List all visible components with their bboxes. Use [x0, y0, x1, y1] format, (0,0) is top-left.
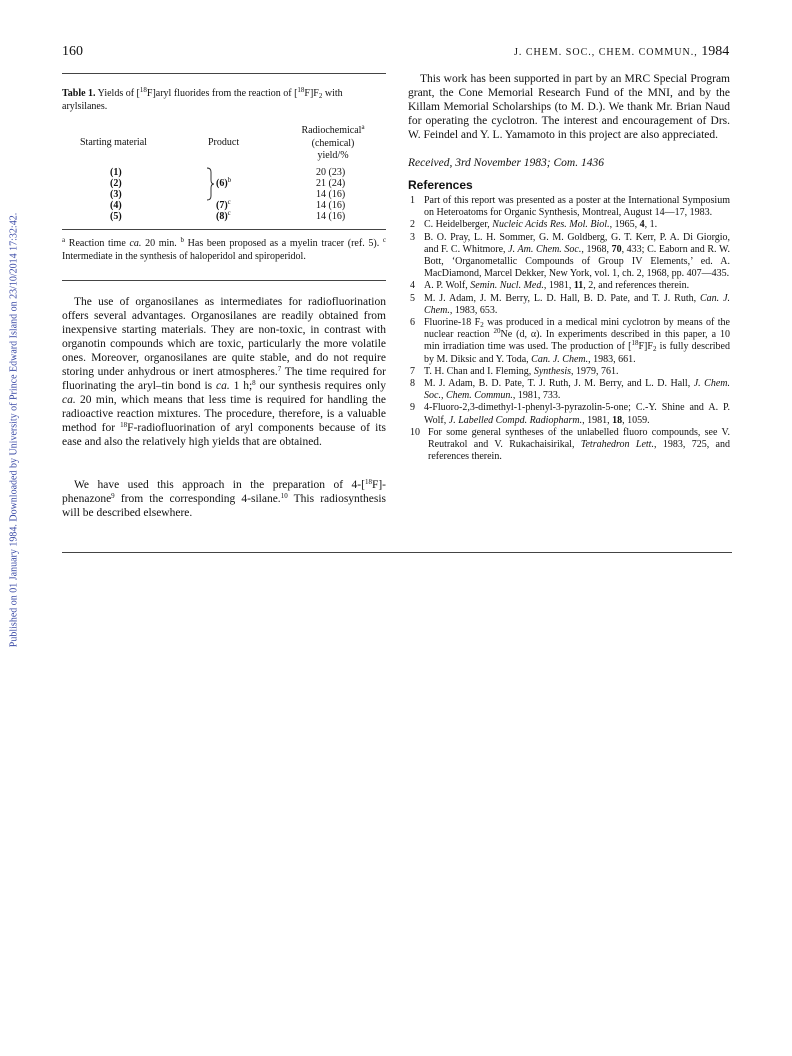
body-text: from the corresponding 4-silane.: [114, 493, 281, 505]
reference-journal: J. Am. Chem. Soc.: [508, 243, 582, 255]
citation-sup: 18: [120, 421, 128, 429]
product-sup: b: [227, 176, 232, 184]
reference-9: [410, 402, 730, 426]
reference-text: , 1981,: [582, 414, 613, 426]
product-sup: c: [227, 198, 231, 206]
body-paragraph-1: [62, 295, 386, 449]
references-list: [410, 195, 730, 463]
reference-volume: 11: [573, 280, 584, 292]
table-row-start: (2): [110, 178, 122, 189]
reference-volume: 18: [612, 414, 623, 426]
reference-volume: 70: [611, 243, 622, 255]
reference-number: 1: [410, 195, 415, 206]
acknowledgements: This work has been supported in part by an MRC Special Program grant, the Cone Memorial Research Fund of the MNI, and by the Killam Memorial Scholarships (to M. D.). We thank Mr. Brian Naud for operating the cyclotron. The interest and encouragement of Drs. W. Feindel and Y. L. Yamamoto in this project are also appreciated.: [408, 73, 730, 141]
citation-sup: 10: [280, 492, 288, 500]
caption-text: with arylsilanes.: [62, 88, 343, 112]
reference-journal: Can. J. Chem.: [531, 353, 589, 365]
reference-1: [410, 195, 730, 219]
reference-text: , 1979, 761.: [571, 365, 619, 377]
reference-text: For some general syntheses of the unlabelled fluoro compounds, see V. Reutrakol and V. Rukachaisirikal,: [428, 426, 730, 451]
reference-text: , 1059.: [622, 414, 650, 426]
caption-text: F]F: [304, 88, 319, 99]
reference-text: , 433; C. Eaborn and R. W. Bott, ‘Organometallic Compounds of Group IV Elements,’ ed. A. MacDiamond, Marcel Dekker, New York, vol. 1, ch. 2, 1968, pp. 407—435.: [424, 243, 731, 280]
product-sup: c: [227, 209, 231, 217]
col-header-product: Product: [208, 137, 240, 148]
reference-text: , 1983, 661.: [588, 353, 636, 365]
reference-number: 8: [410, 378, 415, 390]
side-provenance-stamp: [8, 180, 20, 680]
table-caption: [62, 88, 386, 113]
reference-10: [410, 427, 730, 464]
reference-journal: Tetrahedron Lett.: [580, 439, 654, 451]
body-text: We have used this approach in the preparation of 4-[: [74, 479, 365, 491]
reference-3: [410, 232, 730, 281]
table-footnotes: [62, 238, 386, 263]
yield-header-line: Radiochemical: [301, 125, 362, 136]
product-label-8: [216, 211, 231, 224]
reference-journal: Can. J. Chem.: [424, 292, 731, 316]
table-row-yield: 14 (16): [316, 200, 346, 211]
reference-number: 9: [410, 402, 415, 414]
product-label: (8): [216, 211, 228, 222]
body-text: This radiosynthesis will be described elsewhere.: [62, 493, 386, 519]
caption-sub: 2: [318, 92, 323, 100]
reference-text: M. J. Adam, J. M. Berry, L. D. Hall, B. D. Pate, and T. J. Ruth,: [424, 292, 700, 304]
reference-volume: 4: [639, 219, 645, 231]
caption-sup: 18: [297, 86, 305, 94]
reference-text: , 1983, 653.: [449, 304, 498, 316]
reference-text: Part of this report was presented as a poster at the International Symposium on Heteroatoms for Organic Synthesis, Montreal, August 14—17, 1983.: [424, 195, 730, 219]
footnote-text: ca.: [129, 238, 142, 249]
reference-text: A. P. Wolf,: [424, 280, 471, 292]
reference-text: , 1981, 733.: [512, 390, 561, 402]
table-row-yield: 14 (16): [316, 211, 346, 222]
reference-7: [410, 366, 730, 378]
body-text: F-radiofluorination of aryl components because of its ease and also the relatively high yields that are obtained.: [62, 422, 386, 448]
reference-sub: 2: [480, 321, 484, 330]
table-bottom-rule: [62, 280, 386, 281]
reference-text: 4-Fluoro-2,3-dimethyl-1-phenyl-3-pyrazolin-5-one; C.-Y. Shine and A. P. Wolf,: [424, 402, 730, 426]
journal-year: 1984: [701, 44, 730, 59]
grouping-brace: [206, 167, 214, 201]
footnote-mark: a: [62, 236, 66, 244]
footnote-mark: b: [180, 236, 184, 244]
reference-sup: 18: [631, 339, 639, 348]
table-row-start: (3): [110, 189, 122, 200]
reference-text: F]F: [638, 341, 653, 353]
caption-text: F]aryl fluorides from the reaction of [: [146, 88, 298, 99]
reference-text: T. H. Chan and I. Fleming,: [424, 365, 534, 377]
reference-journal: J. Labelled Compd. Radiopharm.: [448, 414, 583, 426]
body-text: ca.: [216, 380, 230, 392]
table-row-yield: 20 (23): [316, 167, 346, 178]
reference-text: , 1968,: [581, 243, 612, 255]
journal-header: [514, 44, 729, 60]
provenance-text: Published on 01 January 1984. Downloaded by University of Prince Edward Island on 23/10/2014 17:32:42.: [8, 212, 20, 648]
footnote-text: Has been proposed as a myelin tracer (ref. 5).: [183, 238, 383, 249]
product-group-label: [216, 178, 231, 191]
reference-2: [410, 219, 730, 231]
journal-name: J. CHEM. SOC., CHEM. COMMUN.,: [514, 47, 698, 58]
reference-text: , 1983, 725, and references therein.: [428, 439, 730, 463]
reference-journal: J. Chem. Soc., Chem. Commun.: [424, 378, 730, 402]
reference-journal: Synthesis: [533, 365, 572, 377]
body-text: The use of organosilanes as intermediates for radiofluorination offers several advantages. Organosilanes are readily obtained from inexpensive starting materials. They are non-toxic, in contrast with organotin compounds which are toxic, particularly the more volatile ones. Moreover, organosilanes are quite stable, and do not require storing under anhydrous or inert atmospheres.: [62, 296, 386, 378]
reference-text: , 1965,: [609, 219, 640, 231]
references-heading: References: [408, 178, 473, 192]
body-text: ca.: [62, 394, 76, 406]
body-text: F]-phenazone: [62, 479, 386, 505]
caption-sup: 18: [139, 86, 147, 94]
footnote-text: 20 min.: [141, 238, 181, 249]
reference-text: , 1.: [644, 219, 658, 231]
reference-number: 7: [410, 365, 415, 377]
reference-6: [410, 317, 730, 366]
reference-text: B. O. Pray, L. H. Sommer, G. M. Goldberg, G. T. Kerr, P. A. Di Giorgio, and F. C. Whitmore,: [424, 231, 730, 255]
reference-text: C. Heidelberger,: [424, 219, 493, 231]
reference-text: was produced in a medical mini cyclotron by means of the nuclear reaction: [424, 317, 730, 341]
reference-number: 4: [410, 280, 415, 292]
reference-text: , 1981,: [543, 280, 574, 292]
reference-sup: 20: [493, 327, 501, 336]
citation-sup: 18: [364, 478, 372, 486]
col-header-yield: [292, 125, 374, 163]
reference-number: 5: [410, 292, 415, 304]
yield-header-line: yield/%: [317, 150, 349, 161]
page-bottom-rule: [62, 552, 732, 553]
reference-4: [410, 280, 730, 292]
reference-journal: Semin. Nucl. Med.: [470, 280, 544, 292]
table-row-yield: 21 (24): [316, 178, 346, 189]
citation-sup: 8: [252, 379, 256, 387]
reference-number: 3: [410, 231, 415, 243]
reference-number: 10: [410, 426, 420, 438]
table-label: Table 1.: [62, 88, 96, 99]
reference-text: is fully described by M. Diksic and Y. Toda,: [424, 341, 730, 365]
product-label: (6): [216, 178, 228, 189]
body-text: The time required for fluorinating the aryl–tin bond is: [62, 366, 386, 392]
received-line: Received, 3rd November 1983; Com. 1436: [408, 157, 604, 169]
reference-8: [410, 378, 730, 402]
footnote-text: Intermediate in the synthesis of haloperidol and spiroperidol.: [62, 250, 306, 262]
body-paragraph-2: [62, 478, 386, 520]
caption-text: Yields of [: [97, 88, 140, 99]
reference-text: , 2, and references therein.: [583, 280, 690, 292]
reference-sub: 2: [652, 345, 657, 354]
col-header-start: Starting material: [80, 137, 147, 148]
footnote-mark: c: [382, 236, 386, 244]
yield-header-line: (chemical): [311, 137, 355, 149]
reference-text: Fluorine-18 F: [424, 317, 481, 329]
table-mid-rule: [62, 229, 386, 230]
yields-table: [62, 123, 386, 222]
table-top-rule: [62, 73, 386, 74]
body-text: 20 min, which means that less time is required for handling the radioactive reaction mixtures. The procedure, therefore, is a valuable method for: [62, 394, 386, 434]
reference-journal: Nucleic Acids Res. Mol. Biol.: [492, 219, 610, 231]
body-text: our synthesis requires only: [255, 380, 386, 392]
citation-sup: 7: [277, 365, 282, 373]
body-text: 1 h;: [229, 380, 253, 392]
footnote-text: Reaction time: [65, 238, 130, 249]
table-row-yield: 14 (16): [316, 189, 346, 200]
table-row-start: (5): [110, 211, 122, 222]
reference-text: Ne (d, α). In experiments described in this paper, a 10 min irradiation time was used. The production of [: [424, 329, 730, 353]
reference-number: 2: [410, 219, 415, 231]
page-number: 160: [62, 44, 83, 59]
product-label: (7): [216, 200, 228, 211]
yield-header-sup: a: [361, 123, 365, 131]
table-row-start: (4): [110, 200, 122, 211]
reference-5: [410, 293, 730, 317]
citation-sup: 9: [111, 492, 115, 500]
reference-number: 6: [410, 317, 415, 329]
table-row-start: (1): [110, 167, 122, 178]
reference-text: M. J. Adam, B. D. Pate, T. J. Ruth, J. M. Berry, and L. D. Hall,: [424, 378, 694, 390]
